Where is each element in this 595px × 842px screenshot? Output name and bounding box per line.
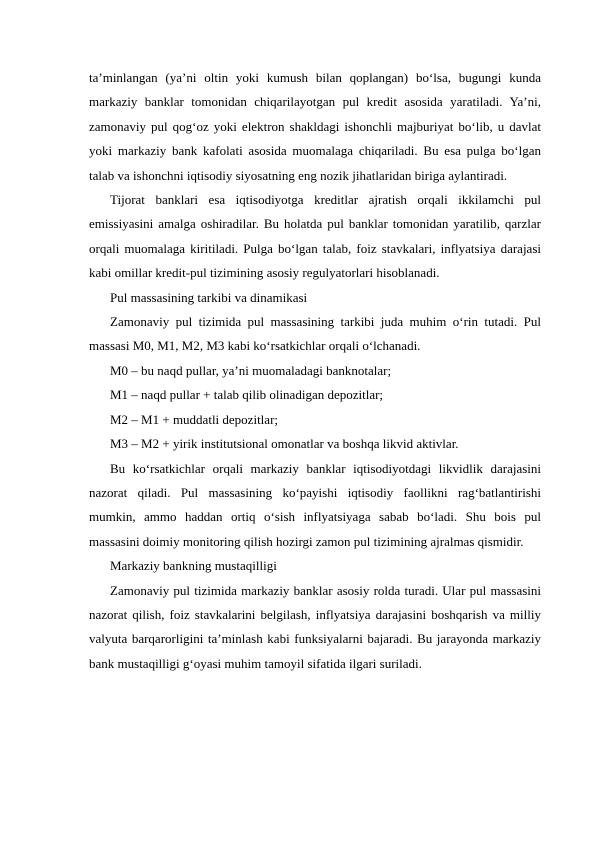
paragraph-money-supply-structure: Zamonaviy pul tizimida pul massasining tarkibi juda muhim o‘rin tutadi. Pul massasi M0, M1, M2, M3 kabi ko‘rsatkichlar orqali o‘lchanadi. (89, 314, 541, 354)
section-heading-central-bank-independence: Markaziy bankning mustaqilligi (110, 558, 277, 574)
paragraph-central-bank-role: Zamonaviy pul tizimida markaziy banklar asosiy rolda turadi. Ular pul massasini nazorat qilish, foiz stavkalarini belgilash, inflyatsiya darajasini boshqarish va milliy valyuta barqarorligini ta’minlash kabi funksiyalarni bajaradi. Bu jarayonda markaziy bank mustaqilligi g‘oyasi muhim tamoyil sifatida ilgari suriladi. (89, 582, 541, 671)
paragraph-liquidity-control: Bu ko‘rsatkichlar orqali markaziy banklar iqtisodiyotdagi likvidlik darajasini nazorat qiladi. Pul massasining ko‘payishi iqtisodiy faollikni rag‘batlantirishi mumkin, ammo haddan ortiq o‘sish inflyatsiyaga sabab bo‘ladi. Shu bois pul massasini doimiy monitoring qilish hozirgi zamon pul tizimining ajralmas qismidir. (89, 460, 541, 549)
paragraph-commercial-banks: Tijorat banklari esa iqtisodiyotga kreditlar ajratish orqali ikkilamchi pul emissiyasini amalga oshiradilar. Bu holatda pul banklar tomonidan yaratilib, qarzlar orqali muomalaga kiritiladi. Pulga bo‘lgan talab, foiz stavkalari, inflyatsiya darajasi kabi omillar kredit-pul tizimining asosiy regulyatorlari hisoblanadi. (89, 192, 541, 281)
list-item-m3: M3 – M2 + yirik institutsional omonatlar va boshqa likvid aktivlar. (110, 436, 459, 452)
section-heading-money-supply: Pul massasining tarkibi va dinamikasi (110, 289, 308, 305)
document-body (89, 66, 541, 676)
list-item-m2: M2 – M1 + muddatli depozitlar; (110, 411, 279, 427)
list-item-m1: M1 – naqd pullar + talab qilib olinadigan depozitlar; (110, 387, 384, 403)
paragraph-continuation: ta’minlangan (ya’ni oltin yoki kumush bilan qoplangan) bo‘lsa, bugungi kunda markaziy banklar tomonidan chiqarilayotgan pul kredit asosida yaratiladi. Ya’ni, zamonaviy pul qog‘oz yoki elektron shakldagi ishonchli majburiyat bo‘lib, u davlat yoki markaziy bank kafolati asosida muomalaga chiqariladi. Bu esa pulga bo‘lgan talab va ishonchni iqtisodiy siyosatning eng nozik jihatlaridan biriga aylantiradi. (89, 70, 541, 183)
list-item-m0: M0 – bu naqd pullar, ya’ni muomaladagi banknotalar; (110, 362, 392, 378)
